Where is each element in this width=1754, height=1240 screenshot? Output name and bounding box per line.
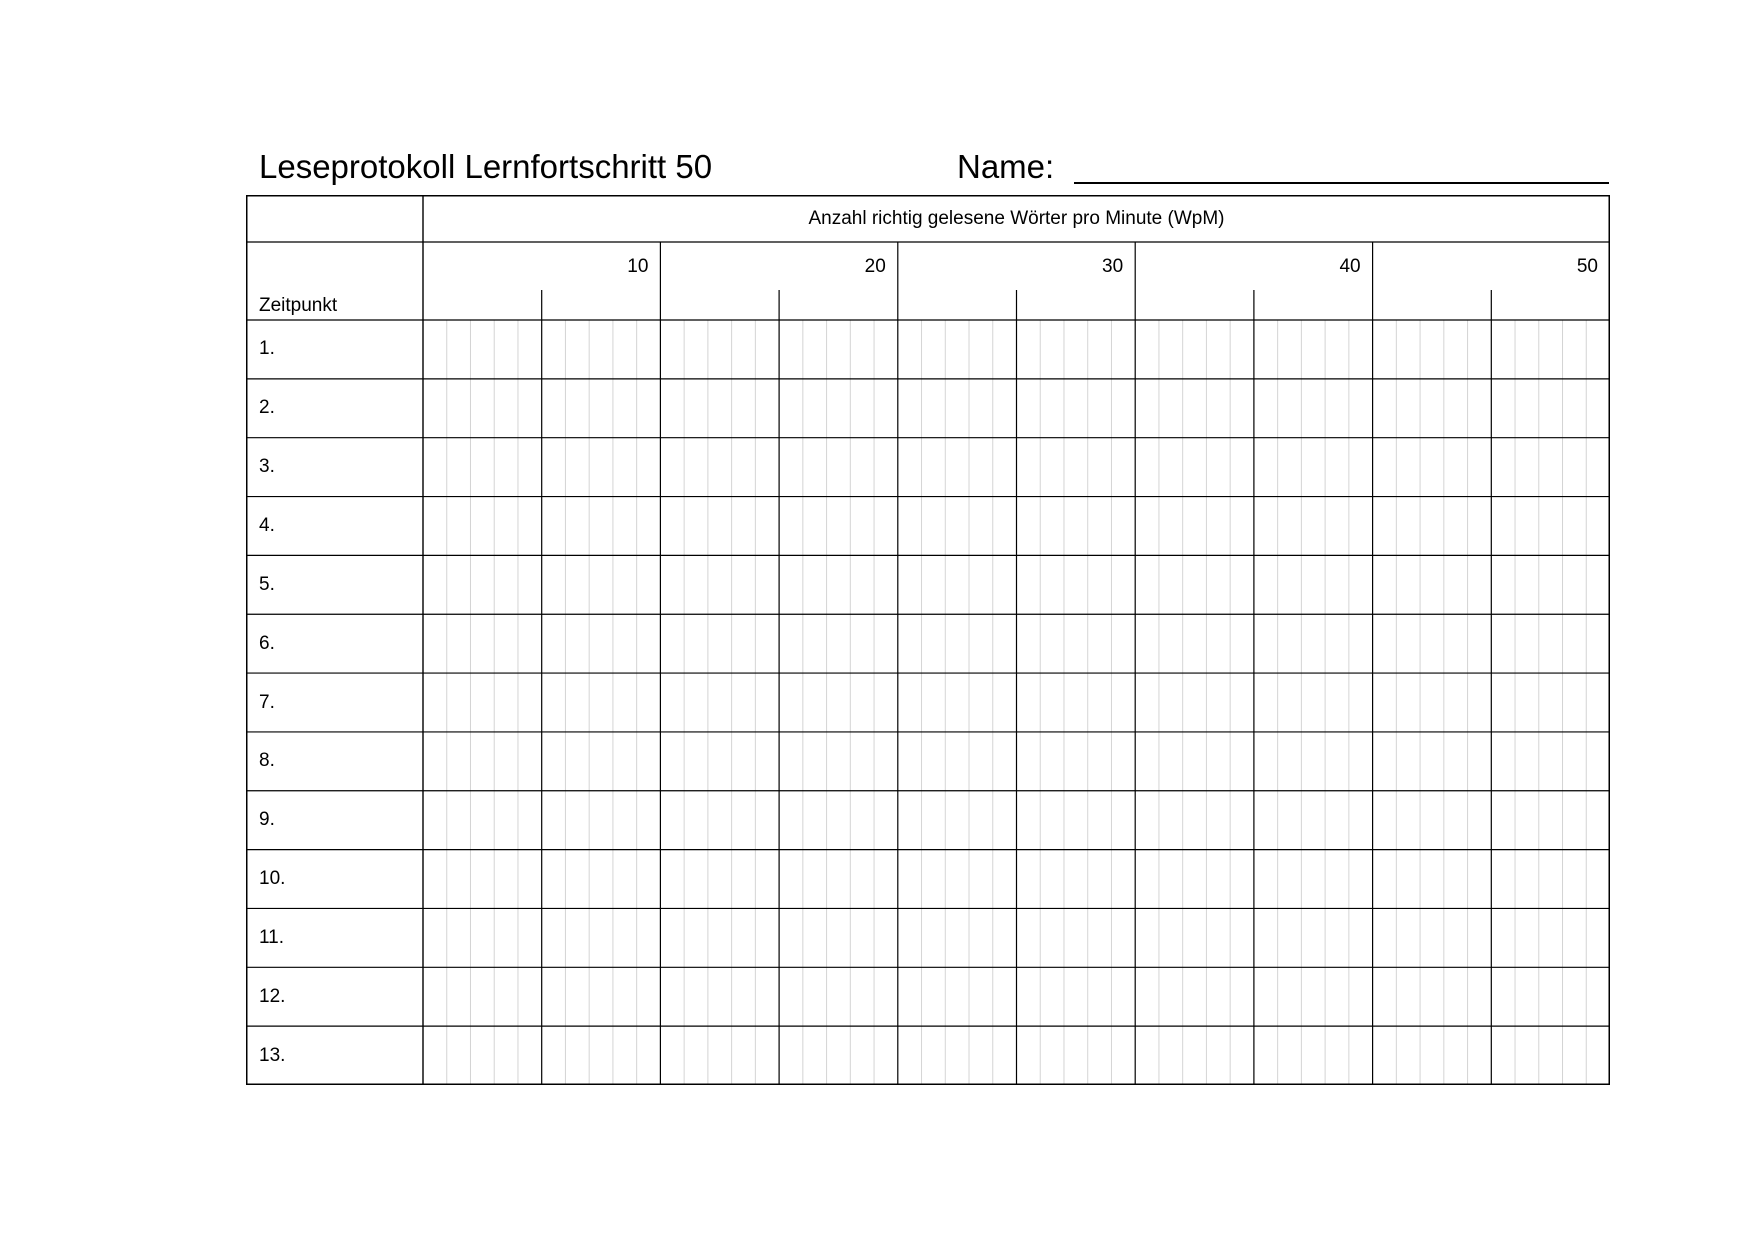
row-label: 8. bbox=[259, 750, 275, 772]
name-label: Name: bbox=[957, 148, 1055, 185]
wpm-column-header: Anzahl richtig gelesene Wörter pro Minute (WpM) bbox=[808, 208, 1225, 229]
reading-log-table bbox=[246, 195, 1610, 1085]
zeitpunkt-header: Zeitpunkt bbox=[259, 295, 338, 316]
row-label: 7. bbox=[259, 691, 275, 713]
row-label: 3. bbox=[259, 456, 275, 478]
scale-label: 50 bbox=[1576, 256, 1598, 277]
name-write-line bbox=[1074, 182, 1609, 184]
scale-label: 10 bbox=[627, 256, 649, 277]
row-label: 12. bbox=[259, 985, 286, 1007]
scale-label: 30 bbox=[1102, 256, 1124, 277]
row-label: 1. bbox=[259, 338, 275, 360]
table-border bbox=[247, 196, 1610, 1085]
row-label: 4. bbox=[259, 514, 275, 536]
row-label: 5. bbox=[259, 573, 275, 595]
page-title: Leseprotokoll Lernfortschritt 50 bbox=[259, 148, 713, 185]
scale-label: 20 bbox=[864, 256, 886, 277]
row-label: 13. bbox=[259, 1044, 286, 1066]
row-label: 10. bbox=[259, 868, 286, 890]
row-label: 2. bbox=[259, 397, 275, 419]
row-label: 11. bbox=[259, 926, 285, 948]
row-label: 9. bbox=[259, 809, 275, 831]
scale-label: 40 bbox=[1339, 256, 1361, 277]
row-label: 6. bbox=[259, 632, 275, 654]
table-grid bbox=[246, 195, 1610, 1085]
